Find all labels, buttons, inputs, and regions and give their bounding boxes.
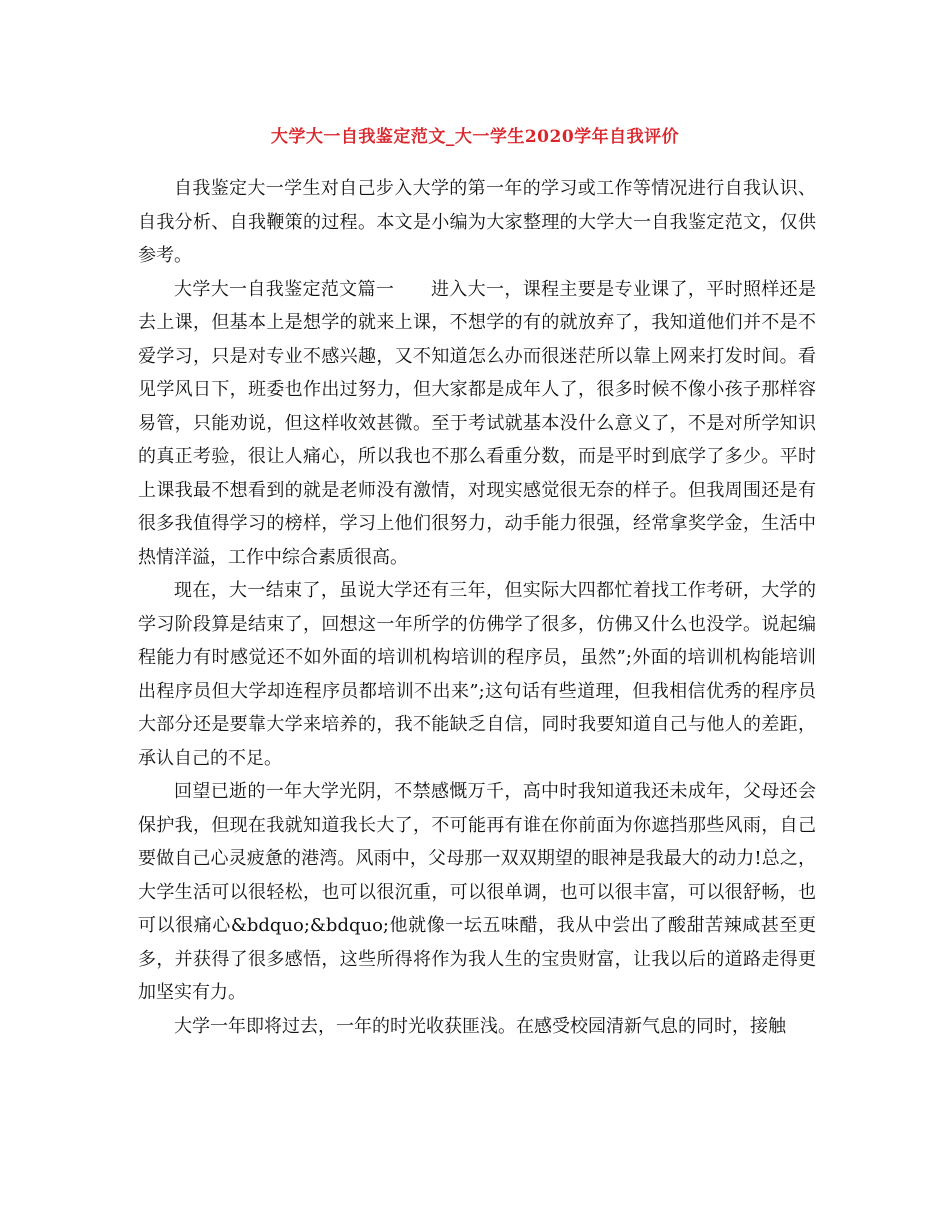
paragraph-year-end: 现在，大一结束了，虽说大学还有三年，但实际大四都忙着找工作考研，大学的学习阶段算是结束了，回想这一年所学的仿佛学了很多，仿佛又什么也没学。说起编程能力有时感觉还不如外面的培训机构培训的程序员，虽然”;外面的培训机构能培训出程序员但大学却连程序员都培训不出来”;这句话有些道理，但我相信优秀的程序员大部分还是要靠大学来培养的，我不能缺乏自信，同时我要知道自己与他人的差距，承认自己的不足。 [138, 580, 816, 769]
paragraph-closing: 大学一年即将过去，一年的时光收获匪浅。在感受校园清新气息的同时，接触 [174, 1015, 786, 1037]
paragraph-sample-one: 大学大一自我鉴定范文篇一 进入大一，课程主要是专业课了，平时照样还是去上课，但基本上是想学的就来上课，不想学的有的就放弃了，我知道他们并不是不爱学习，只是对专业不感兴趣，又不知道怎么办而很迷茫所以靠上网来打发时间。看见学风日下，班委也作出过努力，但大家都是成年人了，很多时候不像小孩子那样容易管，只能劝说，但这样收效甚微。至于考试就基本没什么意义了，不是对所学知识的真正考验，很让人痛心，所以我也不那么看重分数，而是平时到底学了多少。平时上课我最不想看到的就是老师没有激情，对现实感觉很无奈的样子。但我周围还是有很多我值得学习的榜样，学习上他们很努力，动手能力很强，经常拿奖学金，生活中热情洋溢，工作中综合素质很高。 [138, 278, 816, 568]
document-body [138, 172, 816, 1043]
paragraph-intro: 自我鉴定大一学生对自己步入大学的第一年的学习或工作等情况进行自我认识、自我分析、自我鞭策的过程。本文是小编为大家整理的大学大一自我鉴定范文，仅供参考。 [138, 178, 816, 266]
document-title: 大学大一自我鉴定范文_大一学生2020学年自我评价 [270, 127, 680, 147]
paragraph-reflection: 回望已逝的一年大学光阴，不禁感慨万千，高中时我知道我还未成年，父母还会保护我，但现在我就知道我长大了，不可能再有谁在你前面为你遮挡那些风雨，自己要做自己心灵疲惫的港湾。风雨中，父母那一双双期望的眼神是我最大的动力!总之，大学生活可以很轻松，也可以很沉重，可以很单调，也可以很丰富，可以很舒畅，也可以很痛心&bdquo;&bdquo;他就像一坛五味醋，我从中尝出了酸甜苦辣咸甚至更多，并获得了很多感悟，这些所得将作为我人生的宝贵财富，让我以后的道路走得更加坚实有力。 [138, 781, 816, 1003]
